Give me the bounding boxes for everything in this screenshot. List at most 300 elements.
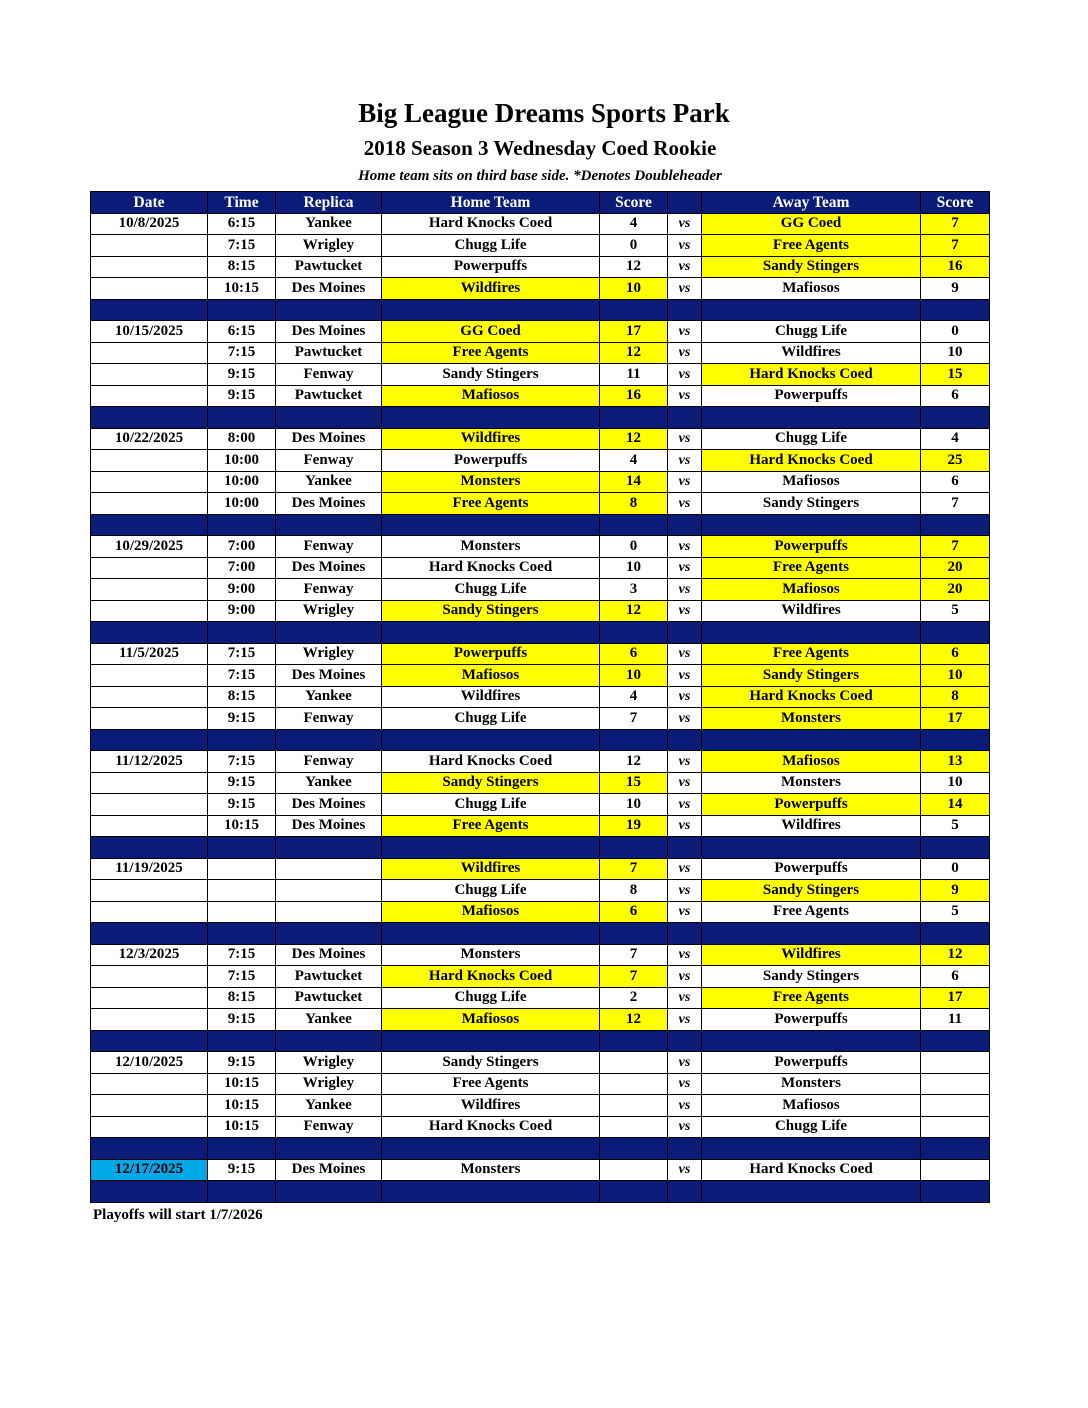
replica-cell: Pawtucket (276, 342, 382, 364)
date-cell: 10/22/2025 (91, 428, 208, 450)
separator-cell (600, 514, 668, 536)
table-row (91, 944, 990, 966)
vs-cell: vs (668, 278, 702, 300)
away-team-cell: Free Agents (702, 987, 921, 1009)
date-cell: 12/17/2025 (91, 1159, 208, 1181)
away-score-cell: 14 (921, 794, 990, 816)
home-team-cell: Free Agents (382, 342, 600, 364)
away-team-cell: Free Agents (702, 235, 921, 257)
separator-cell (276, 1030, 382, 1052)
table-row (91, 278, 990, 300)
separator-cell (921, 407, 990, 429)
separator-cell (668, 729, 702, 751)
home-team-cell: Monsters (382, 944, 600, 966)
replica-cell: Wrigley (276, 235, 382, 257)
time-cell (208, 880, 276, 902)
away-team-cell: Chugg Life (702, 321, 921, 343)
away-score-cell: 16 (921, 256, 990, 278)
table-row (91, 557, 990, 579)
separator-cell (208, 729, 276, 751)
date-cell: 11/5/2025 (91, 643, 208, 665)
header-date: Date (91, 192, 208, 214)
vs-cell: vs (668, 643, 702, 665)
separator-cell (668, 622, 702, 644)
date-cell (91, 1095, 208, 1117)
away-score-cell: 17 (921, 987, 990, 1009)
replica-cell: Des Moines (276, 321, 382, 343)
date-cell: 10/8/2025 (91, 213, 208, 235)
home-score-cell (600, 1052, 668, 1074)
separator-cell (276, 729, 382, 751)
time-cell: 9:15 (208, 364, 276, 386)
vs-cell: vs (668, 213, 702, 235)
table-row (91, 536, 990, 558)
replica-cell: Wrigley (276, 1052, 382, 1074)
home-team-cell: Free Agents (382, 1073, 600, 1095)
date-cell: 10/15/2025 (91, 321, 208, 343)
home-team-cell: Wildfires (382, 428, 600, 450)
vs-cell: vs (668, 342, 702, 364)
separator-cell (668, 514, 702, 536)
away-team-cell: Mafiosos (702, 278, 921, 300)
home-team-cell: Chugg Life (382, 987, 600, 1009)
separator-cell (668, 407, 702, 429)
week-separator (91, 1138, 990, 1160)
separator-cell (208, 837, 276, 859)
home-team-cell: Hard Knocks Coed (382, 213, 600, 235)
away-team-cell: Sandy Stingers (702, 966, 921, 988)
away-score-cell: 7 (921, 213, 990, 235)
time-cell: 9:15 (208, 1159, 276, 1181)
page-title: Big League Dreams Sports Park (358, 98, 730, 128)
home-score-cell: 7 (600, 966, 668, 988)
vs-cell: vs (668, 966, 702, 988)
date-cell: 11/12/2025 (91, 751, 208, 773)
table-row (91, 987, 990, 1009)
header-home-score: Score (600, 192, 668, 214)
replica-cell (276, 858, 382, 880)
home-score-cell: 12 (600, 1009, 668, 1031)
separator-cell (382, 299, 600, 321)
time-cell: 9:15 (208, 385, 276, 407)
separator-cell (208, 407, 276, 429)
away-team-cell: Wildfires (702, 342, 921, 364)
separator-cell (91, 1138, 208, 1160)
home-score-cell: 12 (600, 600, 668, 622)
home-score-cell: 6 (600, 643, 668, 665)
vs-cell: vs (668, 471, 702, 493)
vs-cell: vs (668, 235, 702, 257)
header-away-team: Away Team (702, 192, 921, 214)
away-team-cell: Wildfires (702, 944, 921, 966)
away-team-cell: Chugg Life (702, 428, 921, 450)
home-team-cell: Powerpuffs (382, 450, 600, 472)
date-cell (91, 493, 208, 515)
date-cell (91, 708, 208, 730)
away-score-cell: 7 (921, 235, 990, 257)
date-cell: 11/19/2025 (91, 858, 208, 880)
home-score-cell: 8 (600, 880, 668, 902)
replica-cell: Pawtucket (276, 987, 382, 1009)
replica-cell: Yankee (276, 1095, 382, 1117)
date-cell (91, 278, 208, 300)
away-score-cell (921, 1095, 990, 1117)
separator-cell (600, 299, 668, 321)
vs-cell: vs (668, 1116, 702, 1138)
home-score-cell: 16 (600, 385, 668, 407)
date-cell (91, 901, 208, 923)
home-team-cell: Hard Knocks Coed (382, 1116, 600, 1138)
away-score-cell (921, 1116, 990, 1138)
date-cell (91, 342, 208, 364)
separator-cell (208, 923, 276, 945)
vs-cell: vs (668, 428, 702, 450)
away-team-cell: Hard Knocks Coed (702, 450, 921, 472)
table-row (91, 342, 990, 364)
table-row (91, 858, 990, 880)
replica-cell: Fenway (276, 450, 382, 472)
header-vs (668, 192, 702, 214)
separator-cell (276, 407, 382, 429)
table-row (91, 428, 990, 450)
away-team-cell: Powerpuffs (702, 794, 921, 816)
table-row (91, 1159, 990, 1181)
vs-cell: vs (668, 321, 702, 343)
date-cell (91, 557, 208, 579)
schedule-body (91, 213, 990, 1202)
replica-cell: Wrigley (276, 643, 382, 665)
table-row (91, 1009, 990, 1031)
separator-cell (702, 729, 921, 751)
date-cell (91, 1116, 208, 1138)
table-row (91, 1073, 990, 1095)
away-team-cell: Sandy Stingers (702, 665, 921, 687)
date-cell (91, 815, 208, 837)
separator-cell (382, 622, 600, 644)
time-cell: 10:00 (208, 493, 276, 515)
time-cell: 9:15 (208, 794, 276, 816)
separator-cell (921, 1030, 990, 1052)
table-row (91, 321, 990, 343)
time-cell: 7:15 (208, 966, 276, 988)
replica-cell: Des Moines (276, 794, 382, 816)
home-team-cell: Monsters (382, 536, 600, 558)
away-team-cell: Free Agents (702, 557, 921, 579)
separator-cell (382, 1181, 600, 1203)
separator-cell (276, 514, 382, 536)
vs-cell: vs (668, 901, 702, 923)
time-cell: 7:15 (208, 944, 276, 966)
separator-cell (921, 837, 990, 859)
away-score-cell: 15 (921, 364, 990, 386)
home-score-cell (600, 1116, 668, 1138)
replica-cell: Des Moines (276, 665, 382, 687)
away-score-cell: 7 (921, 493, 990, 515)
vs-cell: vs (668, 944, 702, 966)
home-score-cell: 3 (600, 579, 668, 601)
table-row (91, 364, 990, 386)
separator-cell (921, 622, 990, 644)
away-team-cell: Chugg Life (702, 1116, 921, 1138)
separator-cell (600, 1138, 668, 1160)
away-score-cell: 6 (921, 385, 990, 407)
table-row (91, 686, 990, 708)
separator-cell (382, 1030, 600, 1052)
separator-cell (276, 1181, 382, 1203)
away-team-cell: Powerpuffs (702, 536, 921, 558)
away-score-cell: 10 (921, 665, 990, 687)
vs-cell: vs (668, 1095, 702, 1117)
home-team-cell: Wildfires (382, 1095, 600, 1117)
away-score-cell: 10 (921, 342, 990, 364)
table-row (91, 213, 990, 235)
vs-cell: vs (668, 1009, 702, 1031)
date-cell (91, 385, 208, 407)
time-cell: 9:15 (208, 772, 276, 794)
time-cell: 7:15 (208, 665, 276, 687)
separator-cell (702, 1181, 921, 1203)
separator-cell (276, 622, 382, 644)
date-cell: 10/29/2025 (91, 536, 208, 558)
home-score-cell: 12 (600, 751, 668, 773)
time-cell: 8:00 (208, 428, 276, 450)
away-score-cell: 13 (921, 751, 990, 773)
home-team-cell: Mafiosos (382, 901, 600, 923)
separator-cell (921, 923, 990, 945)
time-cell: 10:15 (208, 815, 276, 837)
home-team-cell: Wildfires (382, 858, 600, 880)
time-cell: 8:15 (208, 987, 276, 1009)
vs-cell: vs (668, 493, 702, 515)
home-score-cell: 10 (600, 794, 668, 816)
time-cell: 6:15 (208, 213, 276, 235)
home-team-cell: Free Agents (382, 815, 600, 837)
separator-cell (702, 923, 921, 945)
away-score-cell: 9 (921, 880, 990, 902)
vs-cell: vs (668, 1052, 702, 1074)
date-cell (91, 987, 208, 1009)
home-team-cell: Hard Knocks Coed (382, 751, 600, 773)
time-cell: 7:00 (208, 557, 276, 579)
away-team-cell: Powerpuffs (702, 385, 921, 407)
table-row (91, 751, 990, 773)
week-separator (91, 837, 990, 859)
table-row (91, 772, 990, 794)
vs-cell: vs (668, 450, 702, 472)
vs-cell: vs (668, 858, 702, 880)
time-cell: 10:00 (208, 450, 276, 472)
away-team-cell: Mafiosos (702, 579, 921, 601)
away-score-cell: 5 (921, 600, 990, 622)
home-score-cell: 4 (600, 213, 668, 235)
separator-cell (702, 622, 921, 644)
vs-cell: vs (668, 686, 702, 708)
vs-cell: vs (668, 794, 702, 816)
away-score-cell: 0 (921, 858, 990, 880)
week-separator (91, 923, 990, 945)
away-score-cell: 6 (921, 643, 990, 665)
separator-cell (668, 299, 702, 321)
home-score-cell: 6 (600, 901, 668, 923)
week-separator (91, 514, 990, 536)
separator-cell (668, 923, 702, 945)
table-row (91, 643, 990, 665)
home-score-cell: 8 (600, 493, 668, 515)
vs-cell: vs (668, 1073, 702, 1095)
vs-cell: vs (668, 536, 702, 558)
table-row (91, 901, 990, 923)
table-row (91, 1116, 990, 1138)
separator-cell (91, 837, 208, 859)
replica-cell: Des Moines (276, 557, 382, 579)
time-cell: 7:15 (208, 751, 276, 773)
replica-cell (276, 880, 382, 902)
date-cell: 12/3/2025 (91, 944, 208, 966)
replica-cell: Fenway (276, 1116, 382, 1138)
home-team-cell: Powerpuffs (382, 643, 600, 665)
table-row (91, 493, 990, 515)
separator-cell (382, 837, 600, 859)
separator-cell (91, 622, 208, 644)
vs-cell: vs (668, 1159, 702, 1181)
separator-cell (702, 837, 921, 859)
away-team-cell: Sandy Stingers (702, 880, 921, 902)
away-score-cell: 17 (921, 708, 990, 730)
replica-cell: Fenway (276, 536, 382, 558)
date-cell (91, 579, 208, 601)
home-team-cell: Wildfires (382, 278, 600, 300)
separator-cell (921, 514, 990, 536)
separator-cell (382, 514, 600, 536)
home-team-cell: Chugg Life (382, 880, 600, 902)
away-score-cell: 7 (921, 536, 990, 558)
separator-cell (382, 923, 600, 945)
home-score-cell (600, 1159, 668, 1181)
home-score-cell: 0 (600, 536, 668, 558)
home-score-cell: 10 (600, 557, 668, 579)
separator-cell (600, 729, 668, 751)
home-team-cell: Monsters (382, 471, 600, 493)
table-row (91, 600, 990, 622)
playoffs-footer: Playoffs will start 1/7/2026 (93, 1207, 263, 1223)
away-team-cell: Sandy Stingers (702, 256, 921, 278)
date-cell (91, 1009, 208, 1031)
away-score-cell: 10 (921, 772, 990, 794)
vs-cell: vs (668, 751, 702, 773)
replica-cell: Des Moines (276, 1159, 382, 1181)
separator-cell (91, 1030, 208, 1052)
vs-cell: vs (668, 772, 702, 794)
header-time: Time (208, 192, 276, 214)
home-score-cell: 15 (600, 772, 668, 794)
date-cell (91, 471, 208, 493)
table-row (91, 880, 990, 902)
away-score-cell: 5 (921, 815, 990, 837)
separator-cell (600, 1030, 668, 1052)
separator-cell (702, 514, 921, 536)
away-score-cell: 5 (921, 901, 990, 923)
time-cell (208, 901, 276, 923)
separator-cell (921, 729, 990, 751)
replica-cell: Pawtucket (276, 256, 382, 278)
table-row (91, 966, 990, 988)
time-cell: 8:15 (208, 686, 276, 708)
time-cell: 10:15 (208, 1116, 276, 1138)
away-team-cell: Monsters (702, 772, 921, 794)
home-score-cell: 12 (600, 256, 668, 278)
vs-cell: vs (668, 987, 702, 1009)
replica-cell: Des Moines (276, 815, 382, 837)
away-score-cell (921, 1052, 990, 1074)
home-score-cell: 7 (600, 858, 668, 880)
week-separator (91, 1030, 990, 1052)
vs-cell: vs (668, 815, 702, 837)
separator-cell (208, 299, 276, 321)
time-cell (208, 858, 276, 880)
home-team-cell: Powerpuffs (382, 256, 600, 278)
away-score-cell (921, 1073, 990, 1095)
replica-cell: Fenway (276, 579, 382, 601)
away-team-cell: Mafiosos (702, 1095, 921, 1117)
date-cell (91, 794, 208, 816)
home-score-cell: 12 (600, 342, 668, 364)
home-team-cell: Chugg Life (382, 794, 600, 816)
date-cell (91, 600, 208, 622)
away-team-cell: Free Agents (702, 643, 921, 665)
home-score-cell: 4 (600, 450, 668, 472)
separator-cell (276, 837, 382, 859)
week-separator (91, 299, 990, 321)
away-score-cell: 6 (921, 966, 990, 988)
date-cell (91, 450, 208, 472)
week-separator (91, 407, 990, 429)
home-team-cell: Sandy Stingers (382, 364, 600, 386)
time-cell: 10:15 (208, 1073, 276, 1095)
separator-cell (702, 299, 921, 321)
table-row (91, 665, 990, 687)
date-cell (91, 665, 208, 687)
away-team-cell: Mafiosos (702, 751, 921, 773)
home-team-cell: Sandy Stingers (382, 772, 600, 794)
vs-cell: vs (668, 557, 702, 579)
replica-cell: Fenway (276, 364, 382, 386)
home-team-cell: Chugg Life (382, 235, 600, 257)
replica-cell: Des Moines (276, 944, 382, 966)
away-score-cell: 9 (921, 278, 990, 300)
away-team-cell: GG Coed (702, 213, 921, 235)
home-score-cell: 19 (600, 815, 668, 837)
date-cell (91, 686, 208, 708)
week-separator (91, 729, 990, 751)
replica-cell: Yankee (276, 471, 382, 493)
home-team-cell: GG Coed (382, 321, 600, 343)
away-score-cell: 0 (921, 321, 990, 343)
away-team-cell: Monsters (702, 708, 921, 730)
time-cell: 7:00 (208, 536, 276, 558)
time-cell: 6:15 (208, 321, 276, 343)
date-cell (91, 966, 208, 988)
date-cell: 12/10/2025 (91, 1052, 208, 1074)
separator-cell (382, 1138, 600, 1160)
separator-cell (921, 1181, 990, 1203)
separator-cell (276, 923, 382, 945)
replica-cell: Des Moines (276, 428, 382, 450)
away-team-cell: Mafiosos (702, 471, 921, 493)
time-cell: 10:15 (208, 278, 276, 300)
page-subtitle: 2018 Season 3 Wednesday Coed Rookie (363, 136, 717, 160)
table-row (91, 450, 990, 472)
home-team-cell: Free Agents (382, 493, 600, 515)
